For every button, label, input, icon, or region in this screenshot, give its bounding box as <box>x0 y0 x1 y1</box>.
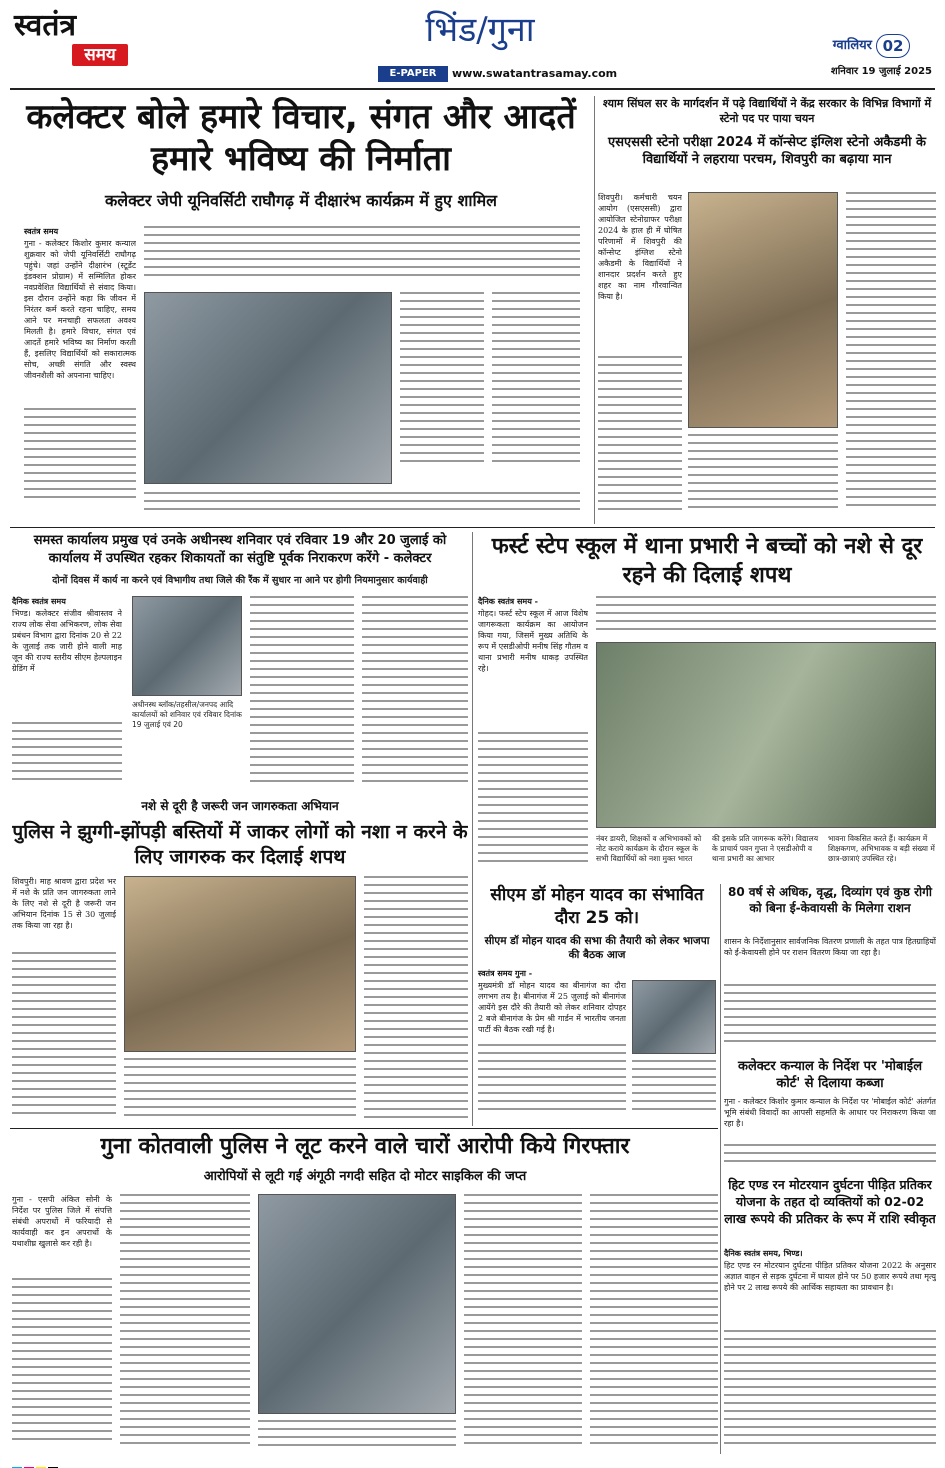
story-collector-jp-university <box>12 96 590 524</box>
subhead: आरोपियों से लूटी गई अंगूठी नगदी सहित दो मोटर साइकिल की जप्त <box>203 1169 527 1184</box>
byline: दैनिक स्वतंत्र समय, भिण्ड। <box>724 1249 803 1258</box>
photo-police-community <box>124 876 356 1052</box>
headline: फर्स्ट स्टेप स्कूल में थाना प्रभारी ने बच्चों को नशे से दूर रहने की दिलाई शपथ <box>491 534 923 588</box>
story-office-heads-order <box>12 532 468 794</box>
byline: स्वतंत्र समय गुना - <box>478 969 533 978</box>
headline: एसएससी स्टेनो परीक्षा 2024 में कॉन्सेप्ट इंग्लिश स्टेनो अकैडमी के विद्यार्थियों ने लहराया परचम, शिवपुरी का बढ़ाया मान <box>608 135 926 167</box>
story-ration-without-ekyc <box>724 884 936 1054</box>
byline: स्वतंत्र समय <box>24 227 59 236</box>
subhead: कलेक्टर जेपी यूनिवर्सिटी राघौगढ़ में दीक्षारंभ कार्यक्रम में हुए शामिल <box>104 191 498 210</box>
photo-students-honoured <box>688 192 838 428</box>
headline: समस्त कार्यालय प्रमुख एवं उनके अधीनस्थ शनिवार एवं रविवार 19 और 20 जुलाई को कार्यालय में उपस्थित रहकर शिकायतों का संतुष्टि पूर्वक निराकरण करेंगे - कलेक्टर <box>33 533 447 566</box>
photo-caption: अधीनस्थ ब्लॉक/तहसील/जनपद आदि कार्यालयों को शनिवार एवं रविवार दिनांक 19 जुलाई एवं 20 <box>132 700 242 729</box>
story-mobile-court <box>724 1058 936 1172</box>
headline: हिट एण्ड रन मोटरयान दुर्घटना पीड़ित प्रतिकर योजना के तहत दो व्यक्तियों को 02-02 लाख रूपये की प्रतिकर के रूप में राशि स्वीकृत <box>724 1177 936 1226</box>
issue-date: शनिवार 19 जुलाई 2025 <box>830 66 932 77</box>
logo-line1: स्वतंत्र <box>14 8 77 43</box>
headline: सीएम डॉ मोहन यादव का संभावित दौरा 25 को। <box>490 885 704 928</box>
story-police-slum-awareness <box>12 798 468 1126</box>
kicker: श्याम सिंघल सर के मार्गदर्शन में पढ़े विद्यार्थियों ने केंद्र सरकार के विभिन्न विभागों में स्टेनो पद पर पाया चयन <box>602 97 932 125</box>
story-first-step-school-oath <box>478 532 936 878</box>
city-label: ग्वालियर <box>832 38 872 53</box>
page-number: 02 <box>876 34 910 58</box>
story-hit-and-run-compensation <box>724 1176 936 1454</box>
edition-title: भिंड/गुना <box>425 10 535 50</box>
subhead: दोनों दिवस में कार्य ना करने एवं विभागीय तथा जिले की रैंक में सुधार ना आने पर होगी नियमानुसार कार्यवाही <box>52 575 428 586</box>
masthead <box>0 0 945 90</box>
print-color-bar <box>12 1458 932 1466</box>
photo-caption-middle: की इसके प्रति जागरूक करेंगे। विद्यालय के प्राचार्य पवन गुप्ता ने एसडीओपी व थाना प्रभारी का आभार <box>712 834 819 863</box>
story-cm-mohan-yadav-visit <box>478 884 716 1124</box>
subhead: सीएम डॉ मोहन यादव की सभा की तैयारी को लेकर भाजपा की बैठक आज <box>484 935 710 961</box>
photo-arrested-accused <box>258 1194 456 1414</box>
story-ssc-steno-result <box>598 96 936 524</box>
headline: गुना कोतवाली पुलिस ने लूट करने वाले चारों आरोपी किये गिरफ्तार <box>100 1134 630 1159</box>
epaper-badge: E-PAPER <box>378 66 448 82</box>
website-link[interactable]: www.swatantrasamay.com <box>452 67 618 80</box>
article-lead: गुना - एसपी अंकित सोनी के निर्देश पर पुलिस जिले में संपत्ति संबंधी अपराधों में फरियादी से कार्यवाही कर इन अपराधों के यथाशीघ्र खुलासे कर रही है। <box>12 1195 112 1248</box>
article-lead: शासन के निर्देशानुसार सार्वजनिक वितरण प्रणाली के तहत पात्र हितग्राहियों को ई-केवायसी होने पर राशन वितरण किया जा रहा है। <box>724 937 936 957</box>
article-lead: हिट एण्ड रन मोटरयान दुर्घटना पीड़ित प्रतिकर योजना 2022 के अनुसार अज्ञात वाहन से सड़क दुर्घटना में घायल होने पर 50 हजार रूपये तथा मृत्यु होने पर 2 लाख रूपये की आर्थिक सहायता का प्रावधान है। <box>724 1261 936 1292</box>
headline: पुलिस ने झुग्गी-झोंपड़ी बस्तियों में जाकर लोगों को नशा न करने के लिए जागरुक कर दिलाई शपथ <box>12 821 468 868</box>
byline: दैनिक स्वतंत्र समय <box>12 597 66 606</box>
article-lead: मुख्यमंत्री डॉ मोहन यादव का बीनागंज का दौरा लगभग तय है। बीनागंज में 25 जुलाई को बीनागंज आयेंगे इस दौरे की तैयारी को लेकर शनिवार दोपहर 2 बजे बीनागंज के प्रेम श्री गार्डन में भारतीय जनता पार्टी की बैठक रखी गई है। <box>478 981 626 1034</box>
story-guna-robbery-arrest <box>12 1132 718 1454</box>
photo-collector-portrait <box>132 596 242 696</box>
article-lead: गुना - कलेक्टर किशोर कुमार कन्याल के निर्देश पर 'मोबाईल कोर्ट' अंतर्गत भूमि संबंधी विवादों का आपसी सहमति के आधार पर निराकरण किया जा रहा है। <box>724 1097 936 1128</box>
article-lead: गुना - कलेक्टर किशोर कुमार कन्याल शुक्रवार को जेपी यूनिवर्सिटी राघौगढ़ पहुंचे। जहां उन्होंने दीक्षारंभ (स्टूडेंट इंडक्शन प्रोग्राम) में सम्मिलित होकर नवप्रवेशित विद्यार्थियों से संवाद किया। इस दौरान उन्होंने कहा कि जीवन में निरंतर कर्म करते रहना चाहिए, समय आने पर मनचाही सफलता अवश्य मिलती है। हमारे विचार, संगत एवं आदतें हमारे भविष्य का निर्माण करती हैं, इसलिए विद्यार्थियों को सकारात्मक सोच, अच्छी संगति और स्वस्थ जीवनशैली को अपनाना चाहिए। <box>24 239 136 380</box>
byline: दैनिक स्वतंत्र समय - <box>478 597 538 606</box>
article-lead: शिवपुरी। कर्मचारी चयन आयोग (एसएससी) द्वारा आयोजित स्टेनोग्राफर परीक्षा 2024 के हाल ही में घोषित परिणामों में शिवपुरी की कॉन्सेप्ट इंग्लिश स्टेनो अकैडमी के विद्यार्थियों ने शानदार प्रदर्शन करते हुए शहर का नाम गौरवान्वित किया है। <box>598 193 682 301</box>
article-lead: गोहद। फर्स्ट स्टेप स्कूल में आज विशेष जागरूकता कार्यक्रम का आयोजन किया गया, जिसमें मुख्य अतिथि के रूप में एसडीओपी मनीष सिंह गौतम व थाना प्रभारी मनीष धाकड़ उपस्थित रहे। <box>478 609 588 673</box>
logo-line2: समय <box>72 44 128 66</box>
article-lead: शिवपुरी। माह श्रावण द्वारा प्रदेश भर में नशे के प्रति जन जागरुकता लाने के लिए नशे से दूरी है जरूरी जन अभियान दिनांक 15 से 30 जुलाई तक किया जा रहा है। <box>12 877 116 930</box>
headline: 80 वर्ष से अधिक, वृद्ध, दिव्यांग एवं कुष्ठ रोगी को बिना ई-केवायसी के मिलेगा राशन <box>728 885 932 915</box>
photo-collector-visit <box>144 292 392 484</box>
logo <box>14 8 132 80</box>
kicker: नशे से दूरी है जरूरी जन जागरुकता अभियान <box>141 799 339 813</box>
article-lead: भिण्ड। कलेक्टर संजीव श्रीवास्तव ने राज्य लोक सेवा अभिकरण, लोक सेवा प्रबंधन विभाग द्वारा दिनांक 20 से 22 के जुलाई तक जारी होने वाली माह जून की राज्य स्तरीय सीएम हेल्पलाइन ग्रेडिंग में <box>12 609 122 673</box>
photo-caption-right: भावना विकसित करते हैं। कार्यक्रम में शिक्षकगण, अभिभावक व बड़ी संख्या में छात्र-छात्राएं उपस्थित रहे। <box>828 834 935 863</box>
headline: कलेक्टर कन्याल के निर्देश पर 'मोबाईल कोर्ट' से दिलाया कब्जा <box>737 1059 923 1091</box>
photo-cm-portrait <box>632 980 716 1054</box>
photo-caption-left: नंबर डायरी, शिक्षकों व अभिभावकों को नोट कराये कार्यक्रम के दौरान स्कूल के सभी विद्यार्थियों को नशा मुक्त भारत <box>596 834 702 863</box>
headline: कलेक्टर बोले हमारे विचार, संगत और आदतें हमारे भविष्य की निर्माता <box>26 97 576 179</box>
photo-school-oath <box>596 642 936 828</box>
